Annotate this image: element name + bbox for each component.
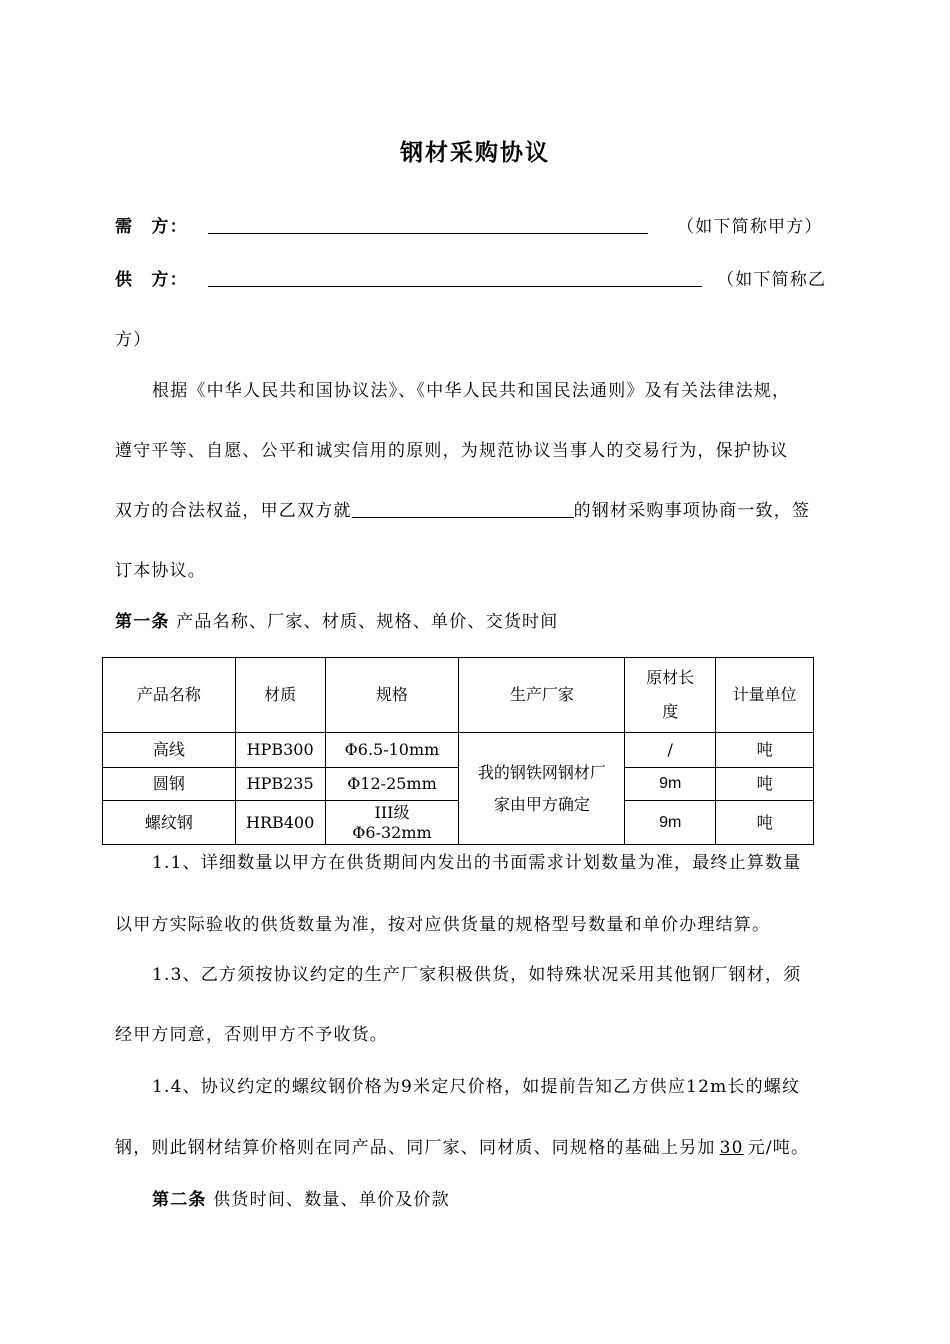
- article2-title: 供货时间、数量、单价及价款: [213, 1190, 450, 1210]
- intro-line-4: 订本协议。: [115, 561, 206, 581]
- product-name-cell: 高线: [103, 733, 236, 768]
- product-spec-table: [102, 657, 814, 845]
- clause-1-4-line-2-a: 钢，则此钢材结算价格则在同产品、同厂家、同材质、同规格的基础上另加: [115, 1138, 716, 1158]
- header-cell: 计量单位: [716, 658, 814, 733]
- surcharge-value: 30: [719, 1138, 744, 1158]
- table-row: [103, 768, 814, 801]
- article2-label: 第二条: [152, 1190, 207, 1210]
- clause-1-4-line-1: 1.4、协议约定的螺纹钢价格为9米定尺价格，如提前告知乙方供应12m长的螺纹: [152, 1077, 801, 1097]
- clause-1-3-line-1: 1.3、乙方须按协议约定的生产厂家积极供货，如特殊状况采用其他钢厂钢材，须: [152, 965, 802, 985]
- spec-cell: Φ6.5-10mm: [325, 733, 459, 768]
- article2-heading: [152, 1185, 450, 1210]
- header-cell: 产品名称: [103, 658, 236, 733]
- header-cell: 生产厂家: [459, 658, 625, 733]
- spec-grade: III级: [374, 802, 410, 822]
- clause-1-4-line-2: [115, 1133, 809, 1158]
- supplier-label: 供 方：: [115, 270, 188, 290]
- clause-1-1-line-1: 1.1、详细数量以甲方在供货期间内发出的书面需求计划数量为准，最终止算数量: [152, 853, 802, 873]
- table-header-row: [103, 658, 814, 733]
- buyer-line: [115, 212, 823, 237]
- supplier-note: （如下简称乙: [717, 270, 827, 290]
- buyer-label: 需 方：: [115, 217, 188, 237]
- article1-heading: [115, 607, 558, 632]
- unit-cell: 吨: [716, 733, 814, 768]
- table-row: [103, 801, 814, 845]
- spec-range: Φ6-32mm: [352, 822, 432, 842]
- table-row: [103, 733, 814, 768]
- product-name-cell: 螺纹钢: [103, 801, 236, 845]
- buyer-name-blank[interactable]: [208, 215, 648, 234]
- supplier-note-cont: 方）: [115, 330, 152, 350]
- intro-line-1: 根据《中华人民共和国协议法》、《中华人民共和国民法通则》及有关法律法规，: [152, 381, 791, 401]
- header-cell: 原材长度: [625, 658, 716, 733]
- header-cell: 规格: [325, 658, 459, 733]
- intro-line-3-a: 双方的合法权益，甲乙双方就: [115, 501, 352, 521]
- manufacturer-cell: 我的钢铁网钢材厂家由甲方确定: [459, 733, 625, 845]
- unit-cell: 吨: [716, 768, 814, 801]
- length-cell: 9m: [625, 768, 716, 801]
- buyer-note: （如下简称甲方）: [677, 217, 823, 237]
- article1-title: 产品名称、厂家、材质、规格、单价、交货时间: [176, 612, 559, 632]
- intro-line-3-b: 的钢材采购事项协商一致，签: [573, 501, 811, 521]
- clause-1-4-line-2-b: 元/吨。: [747, 1138, 810, 1158]
- article1-label: 第一条: [115, 612, 170, 632]
- document-title: 钢材采购协议: [400, 139, 550, 166]
- project-name-blank[interactable]: [352, 499, 574, 518]
- header-cell: 材质: [235, 658, 325, 733]
- length-cell: /: [625, 733, 716, 768]
- spec-cell: [325, 801, 459, 845]
- supplier-name-blank[interactable]: [208, 268, 702, 287]
- supplier-line: [115, 265, 826, 290]
- clause-1-1-line-2: 以甲方实际验收的供货数量为准，按对应供货量的规格型号数量和单价办理结算。: [115, 915, 771, 935]
- intro-line-2: 遵守平等、自愿、公平和诚实信用的原则，为规范协议当事人的交易行为，保护协议: [115, 441, 789, 461]
- unit-cell: 吨: [716, 801, 814, 845]
- intro-line-3: [115, 496, 810, 521]
- product-name-cell: 圆钢: [103, 768, 236, 801]
- material-cell: HPB235: [235, 768, 325, 801]
- material-cell: HRB400: [235, 801, 325, 845]
- spec-cell: Φ12-25mm: [325, 768, 459, 801]
- length-cell: 9m: [625, 801, 716, 845]
- clause-1-3-line-2: 经甲方同意，否则甲方不予收货。: [115, 1025, 388, 1045]
- material-cell: HPB300: [235, 733, 325, 768]
